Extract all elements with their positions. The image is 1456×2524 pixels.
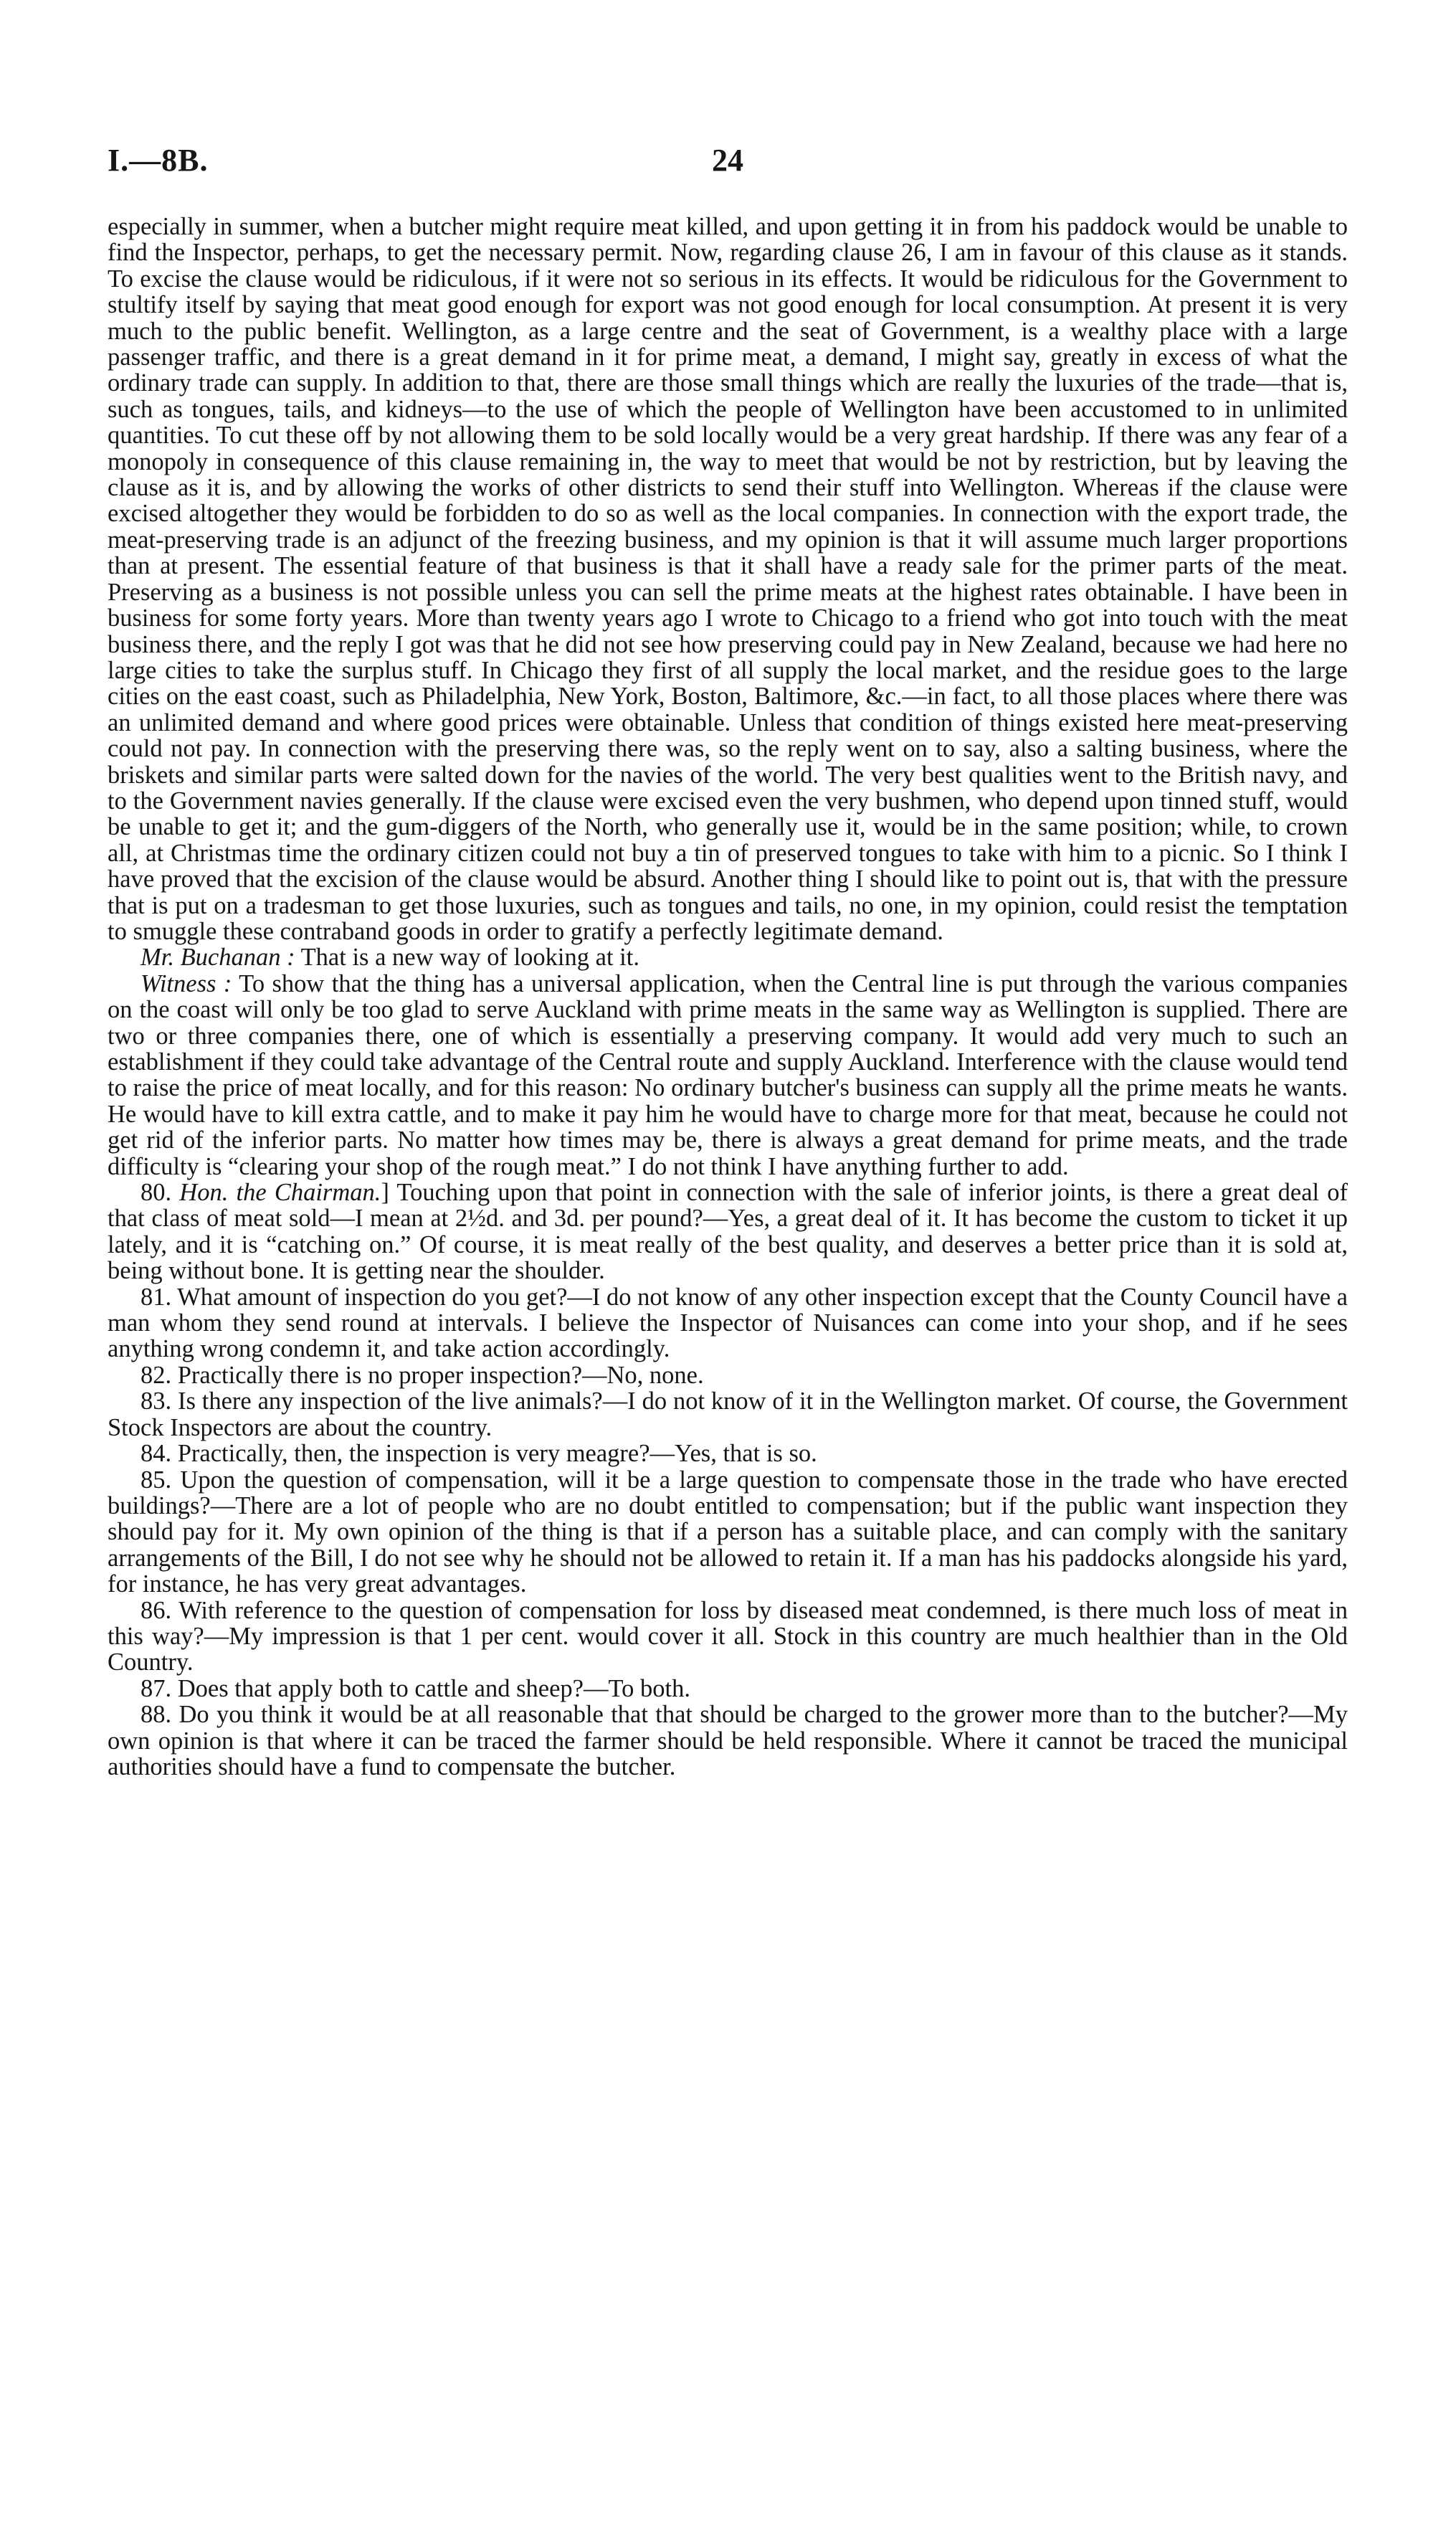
paragraph-witness-statement [108, 971, 1348, 1180]
paragraph-text: To show that the thing has a universal application, when the Central line is put through the various companies on the coast will only be too glad to serve Auckland with prime meats in the same way as Wellington is supplied. There are two or three companies there, one of which is essentially a preserving company. It would add very much to such an establishment if they could take advantage of the Central route and supply Auckland. Interference with the clause would tend to raise the price of meat locally, and for this reason: No ordinary butcher's business can supply all the prime meats he wants. He would have to kill extra cattle, and to make it pay him he would have to charge more for that meat, because he could not get rid of the inferior parts. No matter how times may be, there is always a great demand for prime meats, and the trade difficulty is “clearing your shop of the rough meat.” I do not think I have anything further to add. [108, 969, 1348, 1180]
page-number: 24 [712, 143, 743, 178]
paragraph-text: That is a new way of looking at it. [295, 944, 639, 972]
paragraph-text: 85. Upon the question of compensation, will it be a large question to compensate those in the trade who have erected buildings?—There are a lot of people who are no doubt entitled to compensation; but if the public want inspection they should pay for it. My own opinion of the thing is that if a person has a suitable place, and can comply with the sanitary arrangements of the Bill, I do not see why he should not be allowed to retain it. If a man has his paddocks alongside his yard, for instance, he has very great advantages. [108, 1466, 1348, 1598]
paragraph-testimony-continued [108, 214, 1348, 944]
paragraph-text: 82. Practically there is no proper inspection?—No, none. [141, 1361, 704, 1389]
paragraph-text: 86. With reference to the question of compensation for loss by diseased meat condemned, is there much loss of meat in this way?—My impression is that 1 per cent. would cover it all. Stock in this country are much healthier than in the Old Country. [108, 1596, 1348, 1676]
paragraph-text: 83. Is there any inspection of the live animals?—I do not know of it in the Wellington market. Of course, the Government Stock Inspectors are about the country. [108, 1387, 1348, 1441]
paragraph-question-88 [108, 1702, 1348, 1780]
paragraph-text: 87. Does that apply both to cattle and sheep?—To both. [141, 1674, 690, 1702]
speaker-name: Mr. Buchanan : [141, 944, 295, 972]
paragraph-question-86 [108, 1598, 1348, 1676]
paragraph-question-84 [108, 1441, 1348, 1466]
paragraph-question-82 [108, 1362, 1348, 1388]
body-text [108, 214, 1348, 1780]
question-number: 80. [141, 1179, 172, 1207]
paragraph-text: 81. What amount of inspection do you get?—I do not know of any other inspection except that the County Council have a man whom they send round at intervals. I believe the Inspector of Nuisances can come into your shop, and if he sees anything wrong condemn it, and take action accordingly. [108, 1283, 1348, 1363]
paragraph-text: ] Touching upon that point in connection with the sale of inferior joints, is there a great deal of that class of meat sold—I mean at 2½d. and 3d. per pound?—Yes, a great deal of it. It has become the custom to ticket it up lately, and it is “catching on.” Of course, it is meat really of the best quality, and deserves a better price than it is sold at, being without bone. It is getting near the shoulder. [108, 1179, 1348, 1285]
speaker-name: Witness : [141, 969, 232, 997]
paragraph-question-83 [108, 1388, 1348, 1441]
paragraph-question-87 [108, 1676, 1348, 1702]
paragraph-question-85 [108, 1467, 1348, 1598]
paragraph-question-81 [108, 1284, 1348, 1362]
page-header [108, 142, 1348, 185]
paragraph-buchanan-remark [108, 944, 1348, 970]
paragraph-question-80 [108, 1180, 1348, 1284]
paragraph-text: 88. Do you think it would be at all reasonable that that should be charged to the grower more than to the butcher?—My own opinion is that where it can be traced the farmer should be held responsible. Where it cannot be traced the municipal authorities should have a fund to compensate the butcher. [108, 1701, 1348, 1780]
document-id: I.—8B. [108, 143, 209, 178]
speaker-name: Hon. the Chairman. [179, 1179, 381, 1207]
paragraph-text: especially in summer, when a butcher might require meat killed, and upon getting it in from his paddock would be unable to find the Inspector, perhaps, to get the necessary permit. Now, regarding clause 26, I am in favour of this clause as it stands. To excise the clause would be ridiculous, if it were not so serious in its effects. It would be ridiculous for the Government to stultify itself by saying that meat good enough for export was not good enough for local consumption. At present it is very much to the public benefit. Wellington, as a large centre and the seat of Government, is a wealthy place with a large passenger traffic, and there is a great demand in it for prime meat, a demand, I might say, greatly in excess of what the ordinary trade can supply. In addition to that, there are those small things which are really the luxuries of the trade—that is, such as tongues, tails, and kidneys—to the use of which the people of Wellington have been accustomed to in unlimited quantities. To cut these off by not allowing them to be sold locally would be a very great hardship. If there was any fear of a monopoly in consequence of this clause remaining in, the way to meet that would be not by restriction, but by leaving the clause as it is, and by allowing the works of other districts to send their stuff into Wellington. Whereas if the clause were excised altogether they would be forbidden to do so as well as the local companies. In connection with the export trade, the meat-preserving trade is an adjunct of the freezing business, and my opinion is that it will assume much larger proportions than at present. The essential feature of that business is that it shall have a ready sale for the primer parts of the meat. Preserving as a business is not possible unless you can sell the prime meats at the highest rates obtainable. I have been in business for some forty years. More than twenty years ago I wrote to Chicago to a friend who got into touch with the meat business there, and the reply I got was that he did not see how preserving could pay in New Zealand, because we had here no large cities to take the surplus stuff. In Chicago they first of all supply the local market, and the residue goes to the large cities on the east coast, such as Philadelphia, New York, Boston, Baltimore, &c.—in fact, to all those places where there was an unlimited demand and where good prices were obtainable. Unless that condition of things existed here meat-preserving could not pay. In connection with the preserving there was, so the reply went on to say, also a salting business, where the briskets and similar parts were salted down for the navies of the world. The very best qualities went to the British navy, and to the Government navies generally. If the clause were excised even the very bushmen, who depend upon tinned stuff, would be unable to get it; and the gum-diggers of the North, who generally use it, would be in the same position; while, to crown all, at Christmas time the ordinary citizen could not buy a tin of preserved tongues to take with him to a picnic. So I think I have proved that the excision of the clause would be absurd. Another thing I should like to point out is, that with the pressure that is put on a tradesman to get those luxuries, such as tongues and tails, no one, in my opinion, could resist the temptation to smuggle these contraband goods in order to gratify a perfectly legitimate demand. [108, 213, 1348, 945]
paragraph-text: 84. Practically, then, the inspection is very meagre?—Yes, that is so. [141, 1440, 817, 1468]
